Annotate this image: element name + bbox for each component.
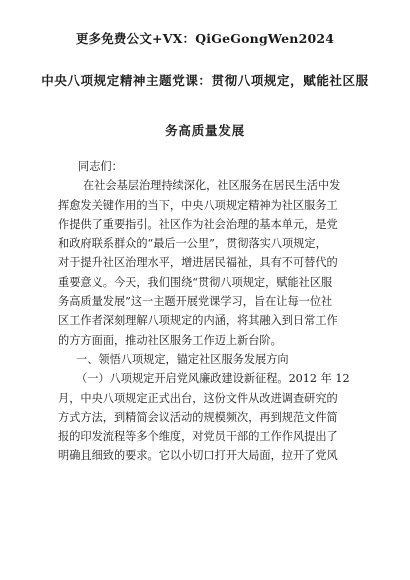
body-line: 重要意义。今天，我们围绕“贯彻八项规定，赋能社区服 <box>58 275 333 289</box>
body-line: 报的印发流程等多个维度，对党员干部的工作作风提出了 <box>58 430 338 444</box>
body-line: 务高质量发展”这一主题开展党课学习，旨在让每一位社 <box>58 295 333 309</box>
body-line: 方式方法，到精简会议活动的规模频次，再到规范文件简 <box>58 410 338 424</box>
body-line: 挥愈发关键作用的当下，中央八项规定精神为社区服务工 <box>58 198 338 212</box>
subsection-line: （一）八项规定开启党风廉政建设新征程。2012 年 12 <box>76 372 350 386</box>
promo-header: 更多免费公文+VX：QiGeGongWen2024 <box>75 31 335 46</box>
salutation: 同志们： <box>78 160 123 173</box>
document-body <box>58 157 360 466</box>
document-title-line-1: 中央八项规定精神主题党课：贯彻八项规定，赋能社区服 <box>41 73 369 88</box>
body-line: 的方方面面，推动社区服务工作迈上新台阶。 <box>58 333 282 347</box>
body-line: 对于提升社区治理水平，增进居民福祉，具有不可替代的 <box>58 256 338 270</box>
body-line: 和政府联系群众的“最后一公里”，贯彻落实八项规定， <box>58 237 327 251</box>
body-line: 月，中央八项规定正式出台，这份文件从改进调查研究的 <box>58 391 338 405</box>
body-line: 在社会基层治理持续深化，社区服务在居民生活中发 <box>83 179 341 193</box>
section-heading: 一、领悟八项规定，锚定社区服务发展方向 <box>76 352 289 366</box>
body-line: 区工作者深刻理解八项规定的内涵，将其融入到日常工作 <box>58 314 338 328</box>
body-line: 明确且细致的要求。它以小切口打开大局面，拉开了党风 <box>58 449 338 463</box>
document-title-line-2: 务高质量发展 <box>165 123 245 138</box>
body-line: 作提供了重要指引。社区作为社会治理的基本单元，是党 <box>58 217 338 231</box>
